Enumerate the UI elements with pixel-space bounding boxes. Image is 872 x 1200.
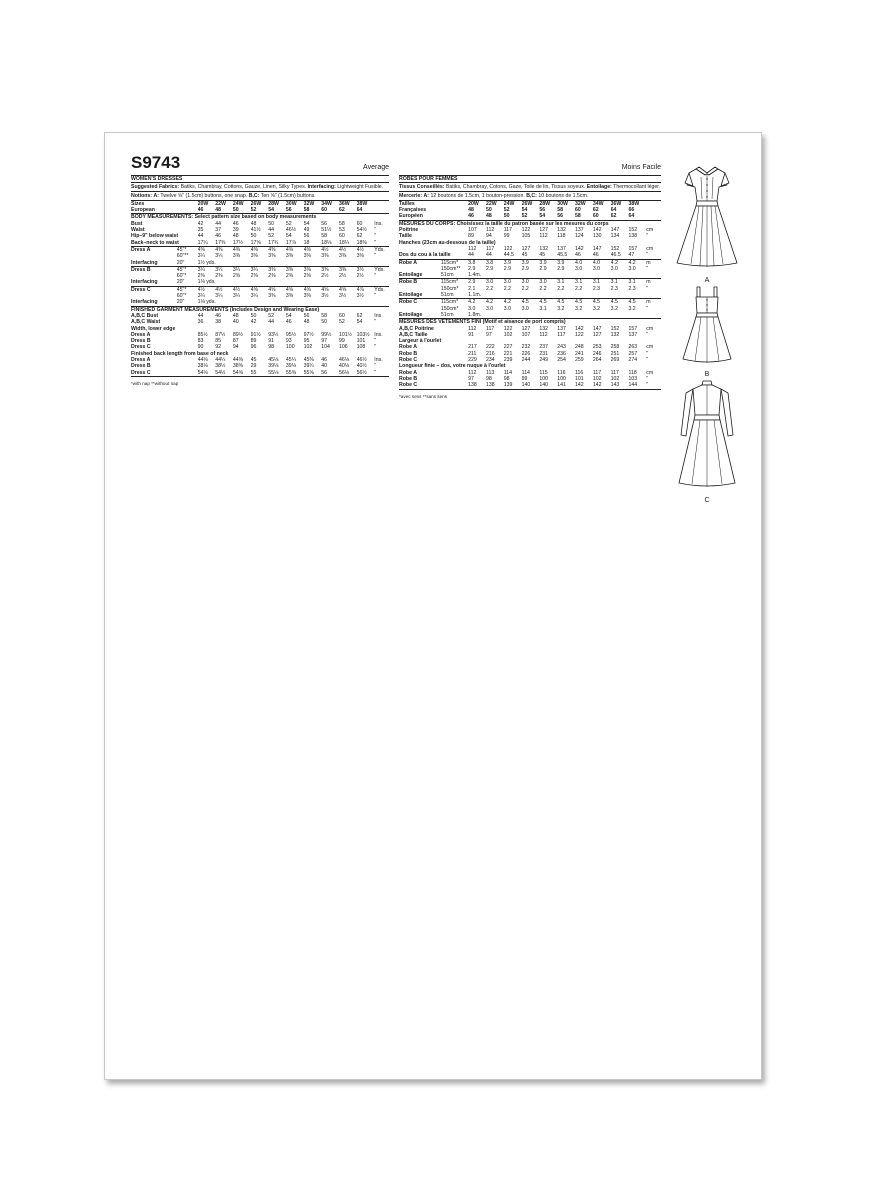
- width-row: Dress B 83 85 87 89 91 93 95 97 99 101 ": [131, 338, 377, 345]
- yardage-row: 60"** 3¼ 3¼ 3⅜ 3⅜ 3⅜ 3⅜ 3⅜ 3⅜ 3⅜ 3⅜ ": [176, 253, 377, 260]
- dress-view-a-illustration: [669, 161, 745, 285]
- notions-a-text: Twelve ⅝" (1.5cm) buttons, one snap.: [160, 192, 248, 199]
- notions-bc-label: B,C:: [248, 192, 260, 199]
- width-row-fr: Robe B 211 216 221 226 231 236 241 246 251 257 ": [399, 350, 649, 357]
- interfacing-yardage-row: Interfacing 20" 1⅛ yds.: [131, 279, 389, 286]
- sizes-row-fr: Tailles 20W 22W 24W 26W 28W 30W 32W 34W 36W 38W: [399, 200, 640, 207]
- view-a-label: A: [704, 277, 710, 284]
- body-measurements-title: BODY MEASUREMENTS: Select pattern size based on body measurements: [131, 214, 317, 221]
- garment-title-fr: ROBES POUR FEMMES: [399, 176, 661, 183]
- fabrics-label-fr: Tissus Conseillés:: [399, 183, 445, 190]
- yardage-row: Dress A 45"* 4⅜ 4⅜ 4⅜ 4⅜ 4⅜ 4⅜ 4⅜ 4½ 4½ 4½ Yds.: [131, 246, 385, 253]
- sizes-row: Sizes 20W 22W 24W 26W 28W 30W 32W 34W 36W 38W: [131, 200, 368, 207]
- pattern-number: S9743: [131, 153, 181, 172]
- yardage-row-fr: Robe B 115cm* 2.9 3.0 3.0 3.0 3.0 3.1 3.1 3.1 3.1 3.1 m: [399, 279, 651, 286]
- pattern-envelope-back-sheet: [104, 132, 762, 1080]
- interfacing-label: Interfacing:: [307, 183, 336, 190]
- body-measurement-row: Hip–9" below waist 44 46 48 50 52 54 56 58 60 62 ": [131, 233, 377, 240]
- fabrics-block-fr: [399, 183, 661, 192]
- body-measurement-row: Waist 35 37 39 41½ 44 46½ 49 51½ 53 54½ ": [131, 227, 377, 234]
- french-column: [399, 153, 661, 400]
- finished-measurement-row-fr: A,B,C Poitrine 112 117 122 127 132 137 142 147 152 157 cm: [399, 325, 654, 332]
- fabrics-text-fr: Batiks, Chambray, Cotons, Gaze, Toile de lin, Tissus soyeux.: [445, 183, 586, 190]
- interfacing-text-fr: Thermocollant léger.: [613, 183, 661, 190]
- interfacing-text: Lightweight Fusible.: [337, 183, 384, 190]
- body-measurement-row-fr: Poitrine 107 112 117 122 127 132 137 142 147 152 cm: [399, 227, 654, 234]
- notions-a-label-fr: A:: [423, 192, 430, 199]
- english-column: [131, 153, 389, 387]
- finished-measurements-title: FINISHED GARMENT MEASUREMENTS (Includes Design and Wearing Ease): [131, 306, 320, 313]
- body-measurement-row-fr: Taille 89 94 99 105 112 118 124 130 134 138 ": [399, 233, 649, 240]
- fabrics-label: Suggested Fabrics:: [131, 183, 180, 190]
- width-row: Dress A 85½ 87½ 89½ 91½ 93½ 95½ 97½ 99½ 101½ 103½ Ins.: [131, 331, 383, 338]
- european-sizes-row-fr: Européen 46 48 50 52 54 56 58 60 62 64: [399, 213, 661, 220]
- fabrics-text: Batiks, Chambray, Cottons, Gauze, Linen, Silky Types.: [180, 183, 307, 190]
- yardage-row: Dress C 45"* 4½ 4½ 4½ 4⅝ 4⅝ 4⅝ 4⅝ 4⅝ 4⅝ 4⅞ Yds.: [131, 286, 385, 293]
- difficulty-level-fr: Moins Facile: [621, 164, 661, 171]
- hanches-row: 112 117 122 127 132 137 142 147 152 157 cm: [468, 245, 654, 252]
- view-c-label: C: [704, 497, 710, 504]
- french-sizes-row: Françaises 48 50 52 54 56 58 60 62 64 66: [399, 207, 635, 214]
- finished-measurements-title-fr: MESURES DES VÊTEMENTS FINI (Motif et aisance de port compris): [399, 319, 566, 326]
- length-row-fr: Robe C 138 138 139 140 140 141 142 142 143 144 ": [399, 382, 661, 389]
- notions-bc-label-fr: B,C:: [526, 192, 537, 199]
- body-measurements-title-fr: MESURES DU CORPS: Choisissez la taille du patron basée sur les mesures du corps: [399, 220, 609, 227]
- european-sizes-row: European 46 48 50 52 54 56 58 60 62 64: [131, 207, 389, 214]
- finished-length-label-fr: Longueur finie – dos, votre nuque à l'ourlet: [399, 363, 506, 370]
- width-lower-edge-label: Width, lower edge: [131, 325, 176, 332]
- interfacing-yardage-row: Interfacing 20" 1½ yds.: [131, 260, 389, 267]
- finished-length-label: Finished back length from base of neck: [131, 350, 229, 357]
- dress-view-c-illustration: [669, 379, 745, 505]
- notions-label-fr: Mercerie:: [399, 192, 423, 199]
- fabrics-block: [131, 183, 389, 192]
- interfacing-yardage-row-fr: Entoilage 51cm 1.8m.: [399, 312, 661, 319]
- length-row-fr: Robe A 112 113 114 114 115 116 116 117 117 118 cm: [399, 369, 654, 376]
- notions-bc-text: Ten ⅝" (1.5cm) buttons.: [260, 192, 316, 199]
- body-measurement-row: Bust 42 44 46 48 50 52 54 56 58 60 Ins.: [131, 220, 383, 227]
- length-row-fr: Robe B 97 98 98 99 100 100 101 102 102 103 ": [399, 375, 649, 382]
- notions-bc-text-fr: 10 boutons de 1.5cm.: [538, 192, 589, 199]
- view-b-label: B: [704, 371, 710, 378]
- yardage-row-fr: 150cm** 2.9 2.9 2.9 2.9 2.9 2.9 3.0 3.0 3.0 3.0 ": [440, 265, 649, 272]
- english-size-table: [131, 201, 389, 377]
- length-row: Dress B 38⅛ 38½ 38⅜ 29 39⅛ 39⅛ 39¼ 40 40⅛ 40½ ": [131, 363, 377, 370]
- yardage-row-fr: 150cm* 2.1 2.2 2.2 2.2 2.2 2.2 2.2 2.3 2.3 2.3 ": [440, 285, 649, 292]
- interfacing-yardage-row-fr: Entoilage 51cm 1.4m.: [399, 272, 661, 279]
- width-row: Dress C 90 92 94 96 98 100 102 104 106 108 ": [131, 344, 377, 351]
- interfacing-label-fr: Entoilage:: [586, 183, 612, 190]
- yardage-row: Dress B 45"* 3¼ 3¼ 3¼ 3¼ 3⅜ 3⅜ 3⅜ 3⅜ 3⅜ 3½ Yds.: [131, 266, 385, 273]
- french-footnote: *avec sens **sans sens: [399, 393, 448, 399]
- width-hem-label-fr: Largeur à l'ourlet: [399, 338, 442, 345]
- english-footnote: *with nap **without nap: [131, 380, 179, 386]
- notions-label: Notions:: [131, 192, 153, 199]
- french-header: [399, 153, 661, 176]
- width-row-fr: Robe C 229 234 239 244 249 254 259 264 269 274 ": [399, 357, 649, 364]
- finished-measurement-row-fr: A,B,C Taille 91 97 102 107 112 117 122 127 132 137 ": [399, 331, 649, 338]
- view-illustrations: [669, 161, 745, 505]
- yardage-row-fr: Robe A 115cm* 3.8 3.8 3.9 3.9 3.9 3.9 4.0 4.0 4.2 4.2 m: [399, 259, 651, 266]
- hanches-label: Hanches (23cm au-dessous de la taille): [399, 239, 496, 246]
- notions-block: [131, 192, 389, 201]
- finished-measurement-row: A,B,C Bust 44 46 48 50 52 54 56 58 60 62 Ins.: [131, 312, 383, 319]
- length-row: Dress C 54⅛ 54½ 54⅝ 55 55⅛ 55⅜ 55⅝ 56 56⅛ 56½ ": [131, 370, 389, 377]
- notions-a-text-fr: 12 boutons de 1.5cm, 1 bouton-pression.: [430, 192, 525, 199]
- yardage-row-fr: Robe C 115cm* 4.2 4.2 4.2 4.5 4.5 4.5 4.5 4.5 4.5 4.5 m: [399, 299, 651, 306]
- notions-a-label: A:: [153, 192, 159, 199]
- width-row-fr: Robe A 217 222 227 232 237 243 248 253 258 263 cm: [399, 344, 654, 351]
- dress-view-b-illustration: [669, 285, 745, 379]
- french-size-table: [399, 201, 661, 390]
- notions-block-fr: [399, 192, 661, 201]
- yardage-row: 60"* 3¼ 3¼ 3¼ 3¼ 3⅜ 3⅜ 3⅜ 3½ 3½ 3½ ": [176, 293, 377, 300]
- difficulty-level: Average: [363, 164, 389, 171]
- yardage-row: 60"* 2⅜ 2⅜ 2⅜ 2⅜ 2⅜ 2⅜ 2⅜ 2½ 2½ 2½ ": [176, 273, 377, 280]
- garment-title: WOMEN'S DRESSES: [131, 176, 389, 183]
- finished-measurement-row: A,B,C Waist 36 38 40 42 44 46 48 50 52 54 ": [131, 319, 377, 326]
- body-measurement-row: Back–neck to waist 17¼ 17⅜ 17½ 17⅝ 17¾ 17⅞ 18 18⅛ 18¼ 18⅜ ": [131, 240, 389, 247]
- back-length-row-fr: Dos du cou à la taille 44 44 44.5 45 45 45.5 46 46 46.5 47 ": [399, 252, 661, 259]
- length-row: Dress A 44⅛ 44¼ 44⅜ 45 45⅛ 45¼ 45⅜ 46 46⅛ 46½ Ins.: [131, 357, 383, 364]
- interfacing-yardage-row: Interfacing 20" 1⅛ yds.: [131, 299, 389, 306]
- interfacing-yardage-row-fr: Entoilage 51cm 1.1m.: [399, 292, 661, 299]
- english-header: [131, 153, 389, 176]
- yardage-row-fr: 150cm* 3.0 3.0 3.0 3.0 3.1 3.2 3.2 3.2 3.2 3.2 ": [440, 305, 649, 312]
